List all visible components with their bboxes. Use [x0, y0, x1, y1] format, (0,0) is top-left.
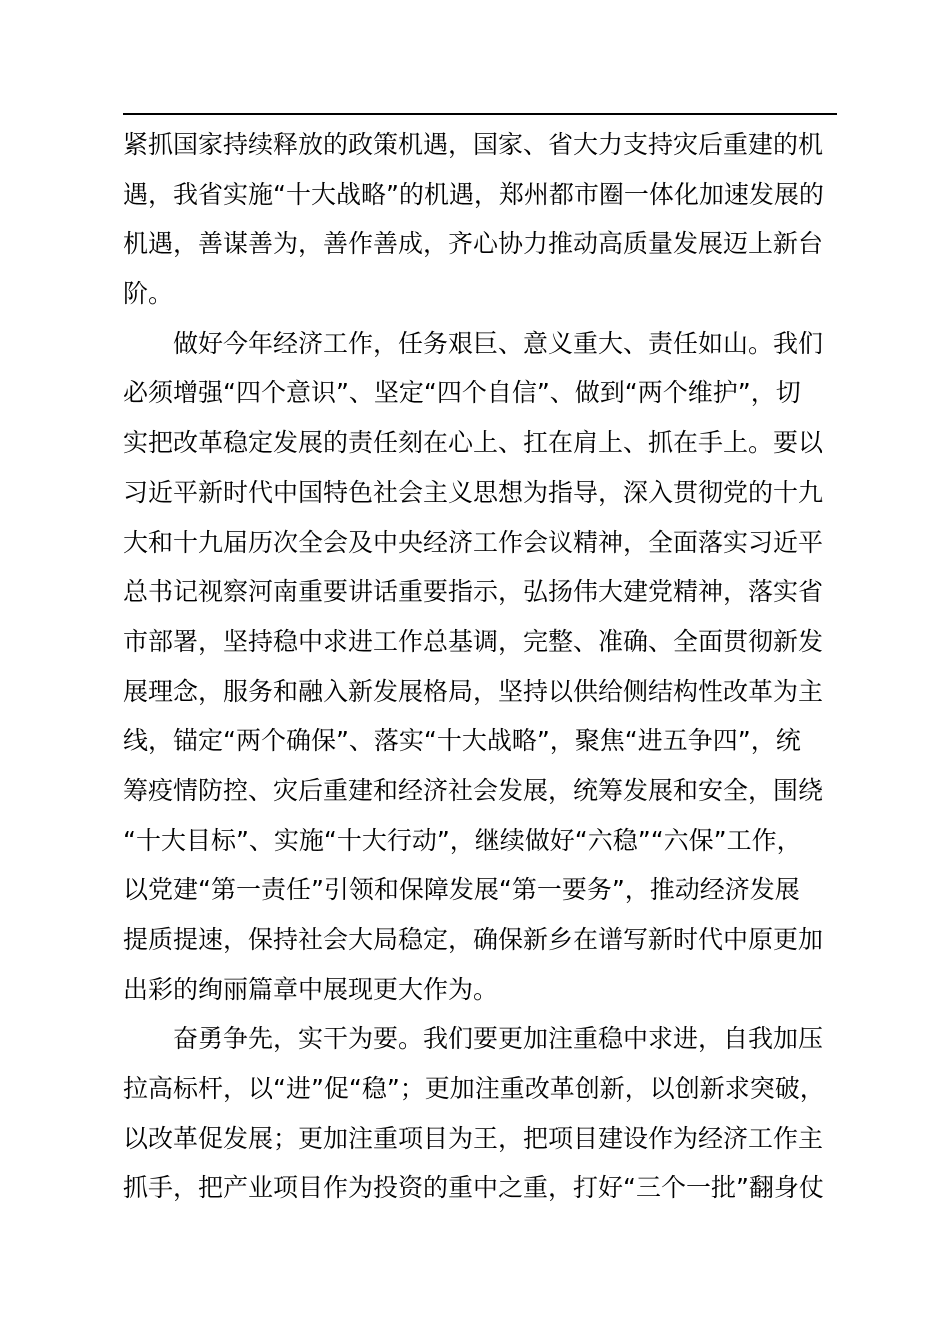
- text-line: 市部署，坚持稳中求进工作总基调，完整、准确、全面贯彻新发: [123, 626, 824, 656]
- paragraph-1: [123, 120, 837, 319]
- text-line: 总书记视察河南重要讲话重要指示，弘扬伟大建党精神，落实省: [123, 577, 824, 607]
- text-line: 以党建“第一责任”引领和保障发展“第一要务”，推动经济发展: [123, 875, 800, 905]
- text-line: 机遇，善谋善为，善作善成，齐心协力推动高质量发展迈上新台: [123, 229, 824, 259]
- text-line: 线，锚定“两个确保”、落实“十大战略”，聚焦“进五争四”，统: [123, 726, 801, 756]
- text-line: 大和十九届历次全会及中央经济工作会议精神，全面落实习近平: [123, 527, 824, 557]
- paragraph-2: [123, 319, 837, 1015]
- header-divider: [123, 113, 837, 115]
- paragraph-3: [123, 1014, 837, 1213]
- text-line: 展理念，服务和融入新发展格局，坚持以供给侧结构性改革为主: [123, 676, 824, 706]
- text-line: 提质提速，保持社会大局稳定，确保新乡在谱写新时代中原更加: [123, 925, 824, 954]
- text-line: 阶。: [123, 279, 174, 309]
- text-line: 以改革促发展；更加注重项目为王，把项目建设作为经济工作主: [123, 1123, 824, 1153]
- text-line: 做好今年经济工作，任务艰巨、意义重大、责任如山。我们: [123, 328, 824, 358]
- text-line: 遇，我省实施“十大战略”的机遇，郑州都市圈一体化加速发展的: [123, 179, 824, 209]
- text-line: 筹疫情防控、灾后重建和经济社会发展，统筹发展和安全，围绕: [123, 775, 824, 805]
- text-line: 出彩的绚丽篇章中展现更大作为。: [123, 974, 499, 1004]
- text-line: 必须增强“四个意识”、坚定“四个自信”、做到“两个维护”，切: [123, 378, 801, 408]
- document-body: [123, 120, 837, 1213]
- text-line: “十大目标”、实施“十大行动”，继续做好“六稳”“六保”工作，: [123, 825, 802, 855]
- text-line: 紧抓国家持续释放的政策机遇，国家、省大力支持灾后重建的机: [123, 130, 824, 159]
- text-line: 实把改革稳定发展的责任刻在心上、扛在肩上、抓在手上。要以: [123, 428, 824, 458]
- text-line: 奋勇争先，实干为要。我们要更加注重稳中求进，自我加压: [123, 1024, 824, 1054]
- text-line: 抓手，把产业项目作为投资的重中之重，打好“三个一批”翻身仗: [123, 1173, 824, 1203]
- text-line: 习近平新时代中国特色社会主义思想为指导，深入贯彻党的十九: [123, 477, 824, 507]
- text-line: 拉高标杆，以“进”促“稳”；更加注重改革创新，以创新求突破，: [123, 1074, 825, 1104]
